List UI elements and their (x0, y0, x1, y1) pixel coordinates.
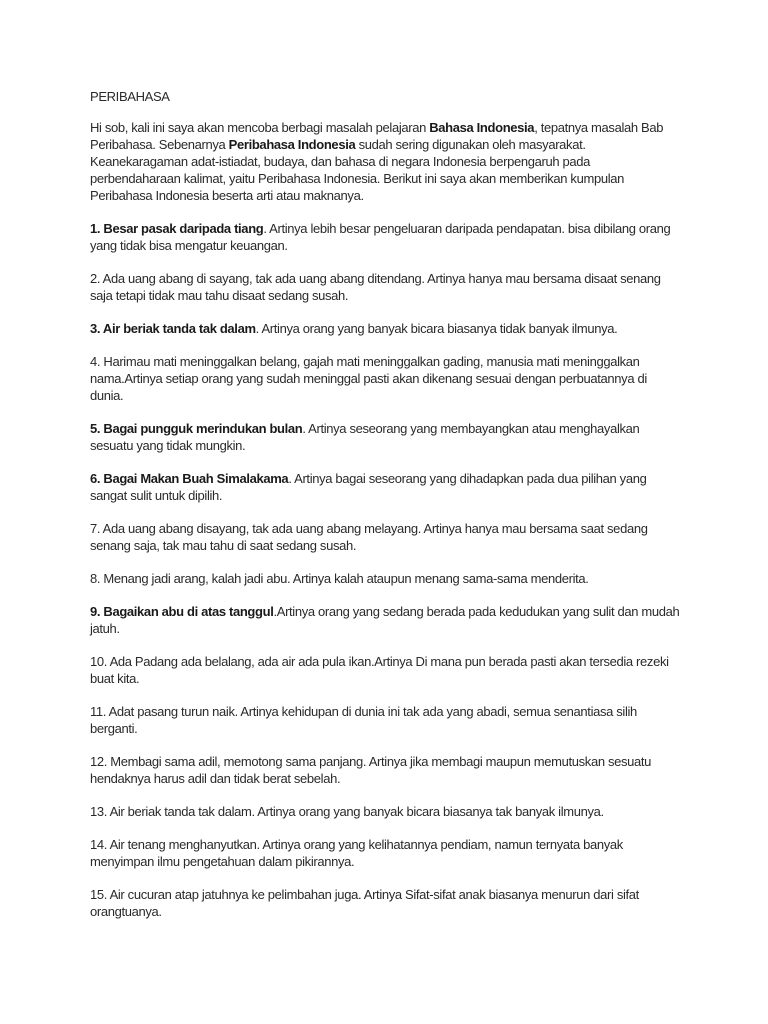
proverb-bold: 3. Air beriak tanda tak dalam (90, 321, 256, 336)
proverb-text: 2. Ada uang abang di sayang, tak ada uang abang ditendang. Artinya hanya mau bersama disaat senang saja tetapi tidak mau tahu disaat sedang susah. (90, 271, 661, 303)
proverb-text: . Artinya lebih besar pengeluaran daripada pendapatan. bisa dibilang orang yang tidak bisa mengatur keuangan. (90, 221, 671, 253)
proverb-text: 12. Membagi sama adil, memotong sama panjang. Artinya jika membagi maupun memutuskan sesuatu hendaknya harus adil dan tidak berat sebelah. (90, 754, 652, 786)
proverb-text: . Artinya seseorang yang membayangkan atau menghayalkan sesuatu yang tidak mungkin. (90, 421, 640, 453)
proverb-text: . Artinya bagai seseorang yang dihadapkan pada dua pilihan yang sangat sulit untuk dipilih. (90, 471, 647, 503)
proverb-text: 15. Air cucuran atap jatuhnya ke pelimbahan juga. Artinya Sifat-sifat anak biasanya menurun dari sifat orangtuanya. (90, 887, 639, 919)
proverb-text: 7. Ada uang abang disayang, tak ada uang abang melayang. Artinya hanya mau bersama saat sedang senang saja, tak mau tahu di saat sedang susah. (90, 521, 648, 553)
proverb-item (90, 220, 682, 254)
proverb-bold: 9. Bagaikan abu di atas tanggul (90, 604, 274, 619)
proverb-bold: 6. Bagai Makan Buah Simalakama (90, 471, 289, 486)
proverb-item (90, 753, 682, 787)
intro-text: , tepatnya masalah Bab Peribahasa. Sebenarnya (90, 120, 664, 152)
intro-paragraph (90, 119, 682, 204)
proverb-item (90, 803, 682, 820)
proverb-item (90, 270, 682, 304)
proverb-text: .Artinya orang yang sedang berada pada kedudukan yang sulit dan mudah jatuh. (90, 604, 680, 636)
proverb-text: 14. Air tenang menghanyutkan. Artinya orang yang kelihatannya pendiam, namun ternyata banyak menyimpan ilmu pengetahuan dalam pikirannya. (90, 837, 623, 869)
proverb-item (90, 703, 682, 737)
proverb-text: 13. Air beriak tanda tak dalam. Artinya orang yang banyak bicara biasanya tak banyak ilmunya. (90, 804, 604, 819)
proverb-item (90, 603, 682, 637)
intro-bold: Bahasa Indonesia (429, 120, 535, 135)
proverb-item (90, 353, 682, 404)
proverb-item (90, 570, 682, 587)
proverb-text: 4. Harimau mati meninggalkan belang, gajah mati meninggalkan gading, manusia mati meninggalkan nama.Artinya setiap orang yang sudah meninggal pasti akan dikenang sesuai dengan perbuatannya di dunia. (90, 354, 647, 403)
proverb-text: . Artinya orang yang banyak bicara biasanya tidak banyak ilmunya. (255, 321, 618, 336)
intro-bold: Peribahasa Indonesia (228, 137, 356, 152)
proverb-bold: 1. Besar pasak daripada tiang (90, 221, 264, 236)
proverb-item (90, 470, 682, 504)
proverb-item (90, 653, 682, 687)
proverb-item (90, 520, 682, 554)
proverb-item (90, 886, 682, 920)
proverb-item (90, 420, 682, 454)
proverb-list (90, 220, 682, 920)
proverb-bold: 5. Bagai pungguk merindukan bulan (90, 421, 303, 436)
intro-text: sudah sering digunakan oleh masyarakat. Keanekaragaman adat-istiadat, budaya, dan bahasa di negara Indonesia berpengaruh pada perbendaharaan kalimat, yaitu Peribahasa Indonesia. Berikut ini saya akan memberikan kumpulan Peribahasa Indonesia beserta arti atau maknanya. (90, 137, 625, 203)
proverb-text: 10. Ada Padang ada belalang, ada air ada pula ikan.Artinya Di mana pun berada pasti akan tersedia rezeki buat kita. (90, 654, 669, 686)
proverb-item (90, 836, 682, 870)
document-page (90, 88, 682, 936)
intro-text: Hi sob, kali ini saya akan mencoba berbagi masalah pelajaran (90, 120, 430, 135)
proverb-item (90, 320, 682, 337)
proverb-text: 11. Adat pasang turun naik. Artinya kehidupan di dunia ini tak ada yang abadi, semua senantiasa silih berganti. (90, 704, 637, 736)
proverb-text: 8. Menang jadi arang, kalah jadi abu. Artinya kalah ataupun menang sama-sama menderita. (90, 571, 589, 586)
document-title: PERIBAHASA (90, 89, 170, 104)
